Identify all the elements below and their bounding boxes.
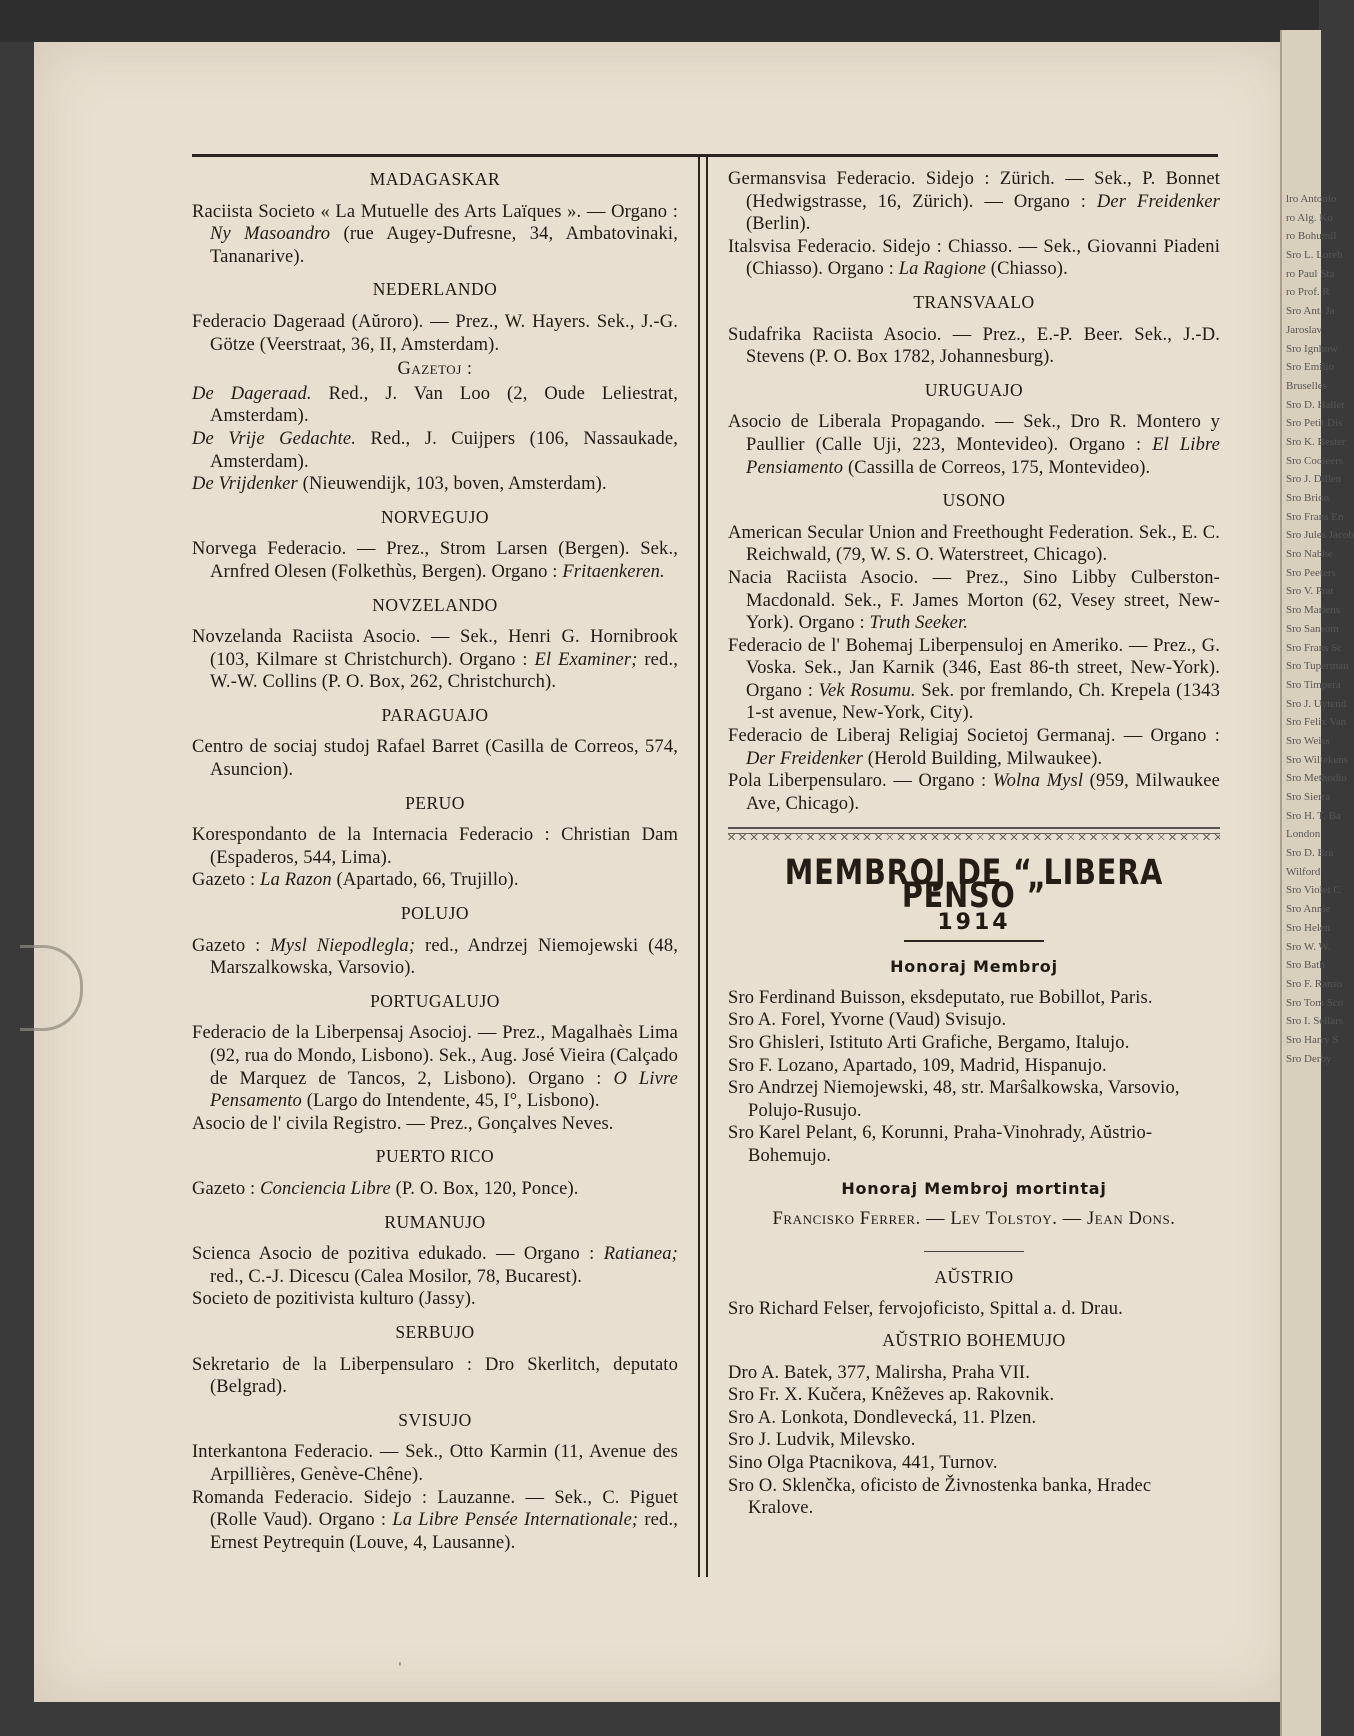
entry-title-italic: Vek Rosumu.: [818, 680, 916, 701]
right-column: [728, 168, 1220, 1520]
member-entry: Sro A. Forel, Yvorne (Vaud) Svisujo.: [728, 1010, 1007, 1031]
entry-paragraph: American Secular Union and Freethought Federation. Sek., E. C. Reichwald, (79, W. S. O. Waterstreet, Chicago).: [728, 522, 1220, 566]
adjacent-snippet: Sro Tuperman: [1286, 660, 1349, 673]
bohemujo-list: [728, 1362, 1220, 1520]
entry-paragraph: De Dageraad. Red., J. Van Loo (2, Oude Leliestrat, Amsterdam).: [192, 383, 678, 427]
members-title: MEMBROJ DE “ LIBERA PENSO ”: [784, 853, 1164, 917]
entry-paragraph: Norvega Federacio. — Prez., Strom Larsen (Bergen). Sek., Arnfred Olesen (Folkethùs, Bergen). Organo : Fritaenkeren.: [192, 539, 678, 582]
entry-title-italic: Conciencia Libre: [260, 1178, 391, 1199]
member-entry: Dro A. Batek, 377, Malirsha, Praha VII.: [728, 1362, 1030, 1383]
mortintaj-names: Francisko Ferrer. — Lev Tolstoy. — Jean Dons.: [772, 1209, 1176, 1230]
adjacent-snippet: Sro W. W.: [1286, 940, 1331, 953]
adjacent-snippet: London: [1286, 828, 1321, 841]
entry-title-italic: Der Freidenker: [1096, 191, 1220, 212]
country-heading: PERUO: [405, 792, 465, 813]
entry-title-italic: O Livre Pensamento: [210, 1068, 678, 1112]
country-heading: PARAGUAJO: [381, 704, 489, 725]
adjacent-snippet: Sro Ant. Ja: [1286, 305, 1335, 318]
entry-paragraph: Federacio de Liberaj Religiaj Societoj Germanaj. — Organo : Der Freidenker (Herold Building, Milwaukee).: [728, 726, 1220, 769]
member-entry: Sro A. Lonkota, Dondlevecká, 11. Plzen.: [728, 1407, 1037, 1428]
member-entry: Sro Ferdinand Buisson, eksdeputato, rue Bobillot, Paris.: [728, 987, 1153, 1008]
adjacent-snippet: Sro Peeters: [1286, 566, 1336, 579]
entry-paragraph: Asocio de l' civila Registro. — Prez., Gonçalves Neves.: [192, 1113, 614, 1134]
left-column: [192, 168, 678, 1564]
country-heading: PUERTO RICO: [375, 1146, 495, 1167]
country-heading: SVISUJO: [398, 1409, 472, 1430]
entry-paragraph: Novzelanda Raciista Asocio. — Sek., Henri G. Hornibrook (103, Kilmare st Christchurch). Organo : El Examiner; red., W.-W. Collins (P. O. Box, 262, Christchurch).: [192, 627, 678, 693]
adjacent-snippet: Sro Sierra: [1286, 791, 1331, 803]
section-separator: [728, 827, 1220, 829]
entry-title-italic: La Razon: [260, 870, 332, 891]
entry-paragraph: Federacio de l' Bohemaj Liberpensuloj en Ameriko. — Prez., G. Voska. Sek., Jan Karnik (346, East 86-th street, New-York). Organo : Vek Rosumu. Sek. por fremlando, Ch. Krepela (1343 1-st avenue, New-York, City).: [728, 635, 1220, 724]
adjacent-page-text: [1286, 190, 1354, 1068]
country-section: [192, 1409, 678, 1555]
adjacent-snippet: ro Prof. R: [1286, 286, 1330, 299]
adjacent-snippet: Sro D. Bra: [1286, 847, 1334, 860]
country-heading: NOVZELANDO: [372, 594, 498, 615]
column-divider-left: [698, 157, 700, 1577]
country-heading: USONO: [942, 490, 1006, 511]
adjacent-snippet: Sro Mariens: [1286, 604, 1341, 617]
austrio-list: [728, 1298, 1220, 1321]
adjacent-snippet: ro Alg. Ko: [1286, 211, 1333, 224]
adjacent-snippet: ro Paul Sta: [1286, 267, 1335, 280]
adjacent-snippet: Sro K. Bester: [1286, 435, 1346, 448]
adjacent-snippet: Jaroslav: [1286, 323, 1323, 336]
entry-paragraph: Sudafrika Raciista Asocio. — Prez., E.-P. Beer. Sek., J.-D. Stevens (P. O. Box 1782, Johannesburg).: [728, 324, 1220, 368]
entry-title-italic: De Dageraad.: [192, 383, 312, 404]
country-heading: MADAGASKAR: [369, 169, 501, 189]
adjacent-snippet: Sro Weiss: [1286, 734, 1330, 747]
country-heading: PORTUGALUJO: [370, 990, 500, 1011]
right-sections: [728, 291, 1220, 815]
country-section: [192, 1211, 678, 1311]
entry-title-italic: Ny Masoandro: [210, 224, 331, 245]
honoraj-heading: Honoraj Membroj: [890, 957, 1058, 977]
adjacent-snippet: Sro Violet C: [1286, 884, 1341, 897]
adjacent-snippet: Sro J. Dillen: [1286, 473, 1342, 486]
entry-paragraph: Sekretario de la Liberpensularo : Dro Skerlitch, deputato (Belgrad).: [192, 1354, 678, 1398]
entry-paragraph: Italsvisa Federacio. Sidejo : Chiasso. — Sek., Giovanni Piadeni (Chiasso). Organo : La Ragione (Chiasso).: [728, 236, 1220, 280]
adjacent-snippet: Sro Willekens: [1286, 753, 1348, 766]
austrio-heading: AŬSTRIO: [934, 1266, 1014, 1287]
adjacent-snippet: Sro Felix Van: [1286, 716, 1347, 729]
member-entry: Sro Karel Pelant, 6, Korunni, Praha-Vinohrady, Aŭstrio-Bohemujo.: [728, 1123, 1153, 1166]
entry-paragraph: Gazeto : La Razon (Apartado, 66, Trujillo).: [192, 870, 519, 891]
entry-title-italic: Ratianea;: [603, 1244, 678, 1265]
continued-entries: [728, 168, 1220, 281]
adjacent-snippet: Sro Petit Dis: [1286, 417, 1343, 430]
entry-title-italic: De Vrijdenker: [192, 474, 298, 495]
member-entry: Sro Ghisleri, Istituto Arti Grafiche, Bergamo, Italujo.: [728, 1033, 1130, 1053]
adjacent-snippet: Sro Frans En: [1286, 510, 1344, 523]
adjacent-snippet: Bruselles: [1286, 379, 1327, 392]
mortintaj-heading: Honoraj Membroj mortintaj: [841, 1178, 1107, 1198]
adjacent-snippet: Sro J. Uytend: [1286, 697, 1347, 710]
honoraj-list: [728, 987, 1220, 1168]
column-divider-right: [706, 157, 708, 1577]
adjacent-snippet: Sro Ignhow: [1286, 342, 1338, 355]
country-section: [728, 379, 1220, 479]
entry-title-italic: Wolna Mysl: [992, 771, 1084, 792]
entry-paragraph: Federacio de la Liberpensaj Asocioj. — Prez., Magalhaès Lima (92, rua do Mondo, Lisbono). Sek., Aug. José Vieira (Calçado de Marquez de Tancos, 2, Lisbono). Organo : O Livre Pensamento (Largo do Intendente, 45, I°, Lisbono).: [192, 1023, 678, 1112]
adjacent-snippet: Sro Sansom: [1286, 622, 1339, 635]
entry-paragraph: Centro de sociaj studoj Rafael Barret (Casilla de Correos, 574, Asuncion).: [192, 737, 678, 781]
country-section: [728, 489, 1220, 815]
adjacent-snippet: Sro Cooleers: [1286, 454, 1344, 467]
member-entry: Sro F. Lozano, Apartado, 109, Madrid, Hispanujo.: [728, 1055, 1107, 1076]
country-section: [192, 168, 678, 268]
adjacent-snippet: Sro Harry S: [1286, 1033, 1339, 1046]
scan-background-top: [0, 0, 1319, 42]
country-heading: POLUJO: [400, 903, 470, 924]
entry-title-italic: La Ragione: [898, 259, 987, 280]
country-section: [192, 990, 678, 1136]
country-heading: URUGUAJO: [924, 379, 1024, 400]
entry-paragraph: Gazeto : Mysl Niepodlegla; red., Andrzej Niemojewski (48, Marszalkowska, Varsovio).: [192, 935, 679, 979]
country-heading: SERBUJO: [395, 1321, 475, 1342]
country-section: [192, 1145, 678, 1200]
adjacent-snippet: Sro Frans Sc: [1286, 641, 1343, 654]
entry-title-italic: Fritaenkeren.: [562, 561, 665, 582]
entry-paragraph: Pola Liberpensularo. — Organo : Wolna Mysl (959, Milwaukee Ave, Chicago).: [728, 771, 1220, 814]
adjacent-snippet: Sro Timpera: [1286, 678, 1341, 691]
header-rule: [192, 154, 1218, 157]
adjacent-snippet: Sro Derby: [1286, 1052, 1332, 1065]
country-section: [192, 594, 678, 694]
member-entry: Sro Andrzej Niemojewski, 48, str. Marŝalkowska, Varsovio, Polujo-Rusujo.: [728, 1078, 1180, 1121]
adjacent-snippet: Sro Helen: [1286, 921, 1331, 934]
entry-paragraph: Germansvisa Federacio. Sidejo : Zürich. — Sek., P. Bonnet (Hedwigstrasse, 16, Zürich). — Organo : Der Freidenker (Berlin).: [728, 169, 1220, 235]
member-entry: Sro Fr. X. Kučera, Knêževes ap. Rakovnik.: [728, 1385, 1055, 1406]
member-entry: Sro J. Ludvik, Milevsko.: [728, 1430, 916, 1451]
entry-title-italic: El Examiner;: [534, 649, 638, 670]
adjacent-snippet: Sro H. T. Ba: [1286, 809, 1341, 822]
entry-title-italic: Truth Seeker.: [869, 613, 969, 634]
adjacent-snippet: Sro Annie: [1286, 903, 1331, 916]
adjacent-snippet: lro Antonio: [1286, 193, 1337, 205]
member-entry: Sro Richard Felser, fervojoficisto, Spittal a. d. Drau.: [728, 1299, 1123, 1320]
adjacent-snippet: Sro V. Prat: [1286, 585, 1334, 598]
gazetoj-subheading: Gazetoj :: [397, 359, 473, 380]
country-section: [192, 792, 678, 892]
member-entry: Sro O. Sklenčka, oficisto de Živnostenka banka, Hradec Kralove.: [728, 1475, 1152, 1519]
country-heading: NEDERLANDO: [372, 279, 498, 300]
adjacent-snippet: Sro Jules Jacob: [1286, 529, 1354, 542]
entry-paragraph: Societo de pozitivista kulturo (Jassy).: [192, 1289, 476, 1310]
entry-title-italic: Der Freidenker: [746, 748, 863, 769]
country-section: [192, 278, 678, 495]
adjacent-snippet: Sro Bath: [1286, 959, 1325, 972]
title-rule: [904, 940, 1044, 942]
entry-paragraph: Raciista Societo « La Mutuelle des Arts Laïques ». — Organo : Ny Masoandro (rue Augey-Dufresne, 34, Ambatovinaki, Tananarive).: [192, 201, 679, 267]
country-heading: NORVEGUJO: [380, 506, 490, 527]
entry-paragraph: De Vrije Gedachte. Red., J. Cuijpers (106, Nassaukade, Amsterdam).: [192, 428, 679, 472]
entry-paragraph: Federacio Dageraad (Aŭroro). — Prez., W. Hayers. Sek., J.-G. Götze (Veerstraat, 36, II, Amsterdam).: [192, 311, 678, 355]
adjacent-snippet: Sro Brion: [1286, 492, 1330, 504]
adjacent-snippet: Sro L. Loreb: [1286, 249, 1343, 262]
entry-paragraph: Korespondanto de la Internacia Federacio : Christian Dam (Espaderos, 544, Lima).: [192, 825, 678, 868]
country-section: [192, 1321, 678, 1399]
page-mark: ˌ: [398, 1652, 402, 1668]
bohemujo-heading: AŬSTRIO BOHEMUJO: [882, 1329, 1066, 1350]
member-entry: Sino Olga Ptacnikova, 441, Turnov.: [728, 1452, 998, 1473]
country-section: [728, 291, 1220, 369]
country-section: [192, 704, 678, 782]
adjacent-page-edge: [1280, 30, 1354, 1736]
entry-title-italic: De Vrije Gedachte.: [192, 428, 357, 449]
country-heading: TRANSVAALO: [913, 291, 1035, 312]
center-rule: [924, 1251, 1024, 1252]
entry-paragraph: Interkantona Federacio. — Sek., Otto Karmin (11, Avenue des Arpillières, Genève-Chêne).: [192, 1442, 678, 1485]
adjacent-snippet: Sro Emilio: [1286, 361, 1334, 374]
wavy-ornament: [728, 833, 1220, 840]
entry-paragraph: Scienca Asocio de pozitiva edukado. — Organo : Ratianea; red., C.-J. Dicescu (Calea Mosilor, 78, Bucarest).: [192, 1244, 678, 1287]
adjacent-snippet: Wilford: [1286, 865, 1321, 878]
country-section: [192, 506, 678, 584]
adjacent-snippet: Sro Methodio: [1286, 772, 1347, 785]
country-heading: RUMANUJO: [384, 1211, 486, 1232]
adjacent-snippet: Sro Nabbe: [1286, 548, 1333, 561]
entry-paragraph: Asocio de Liberala Propagando. — Sek., Dro R. Montero y Paullier (Calle Uji, 223, Montevideo). Organo : El Libre Pensiamento (Cassilla de Correos, 175, Montevideo).: [728, 412, 1220, 478]
entry-title-italic: El Libre Pensiamento: [746, 434, 1220, 478]
right-top-entries: [728, 168, 1220, 281]
members-year: 1914: [937, 909, 1011, 935]
adjacent-snippet: Sro D. Hallet: [1286, 398, 1345, 411]
adjacent-snippet: Sro Tom Sco: [1286, 996, 1344, 1009]
entry-title-italic: La Libre Pensée Internationale;: [392, 1510, 639, 1531]
country-section: [192, 902, 678, 980]
entry-paragraph: Nacia Raciista Asocio. — Prez., Sino Libby Culberston-Macdonald. Sek., F. James Morton (62, Vesey street, New-York). Organo : Truth Seeker.: [728, 567, 1220, 634]
adjacent-snippet: Sro I. Sellars: [1286, 1015, 1344, 1028]
entry-paragraph: Gazeto : Conciencia Libre (P. O. Box, 120, Ponce).: [192, 1178, 579, 1199]
entry-paragraph: De Vrijdenker (Nieuwendijk, 103, boven, Amsterdam).: [192, 474, 607, 495]
adjacent-snippet: ro Bohumil: [1286, 230, 1337, 243]
entry-title-italic: Mysl Niepodlegla;: [270, 935, 416, 956]
entry-paragraph: Romanda Federacio. Sidejo : Lauzanne. — Sek., C. Piguet (Rolle Vaud). Organo : La Libre Pensée Internationale; red., Ernest Peytrequin (Louve, 4, Lausanne).: [192, 1487, 678, 1553]
adjacent-snippet: Sro F. Ranso: [1286, 977, 1343, 990]
